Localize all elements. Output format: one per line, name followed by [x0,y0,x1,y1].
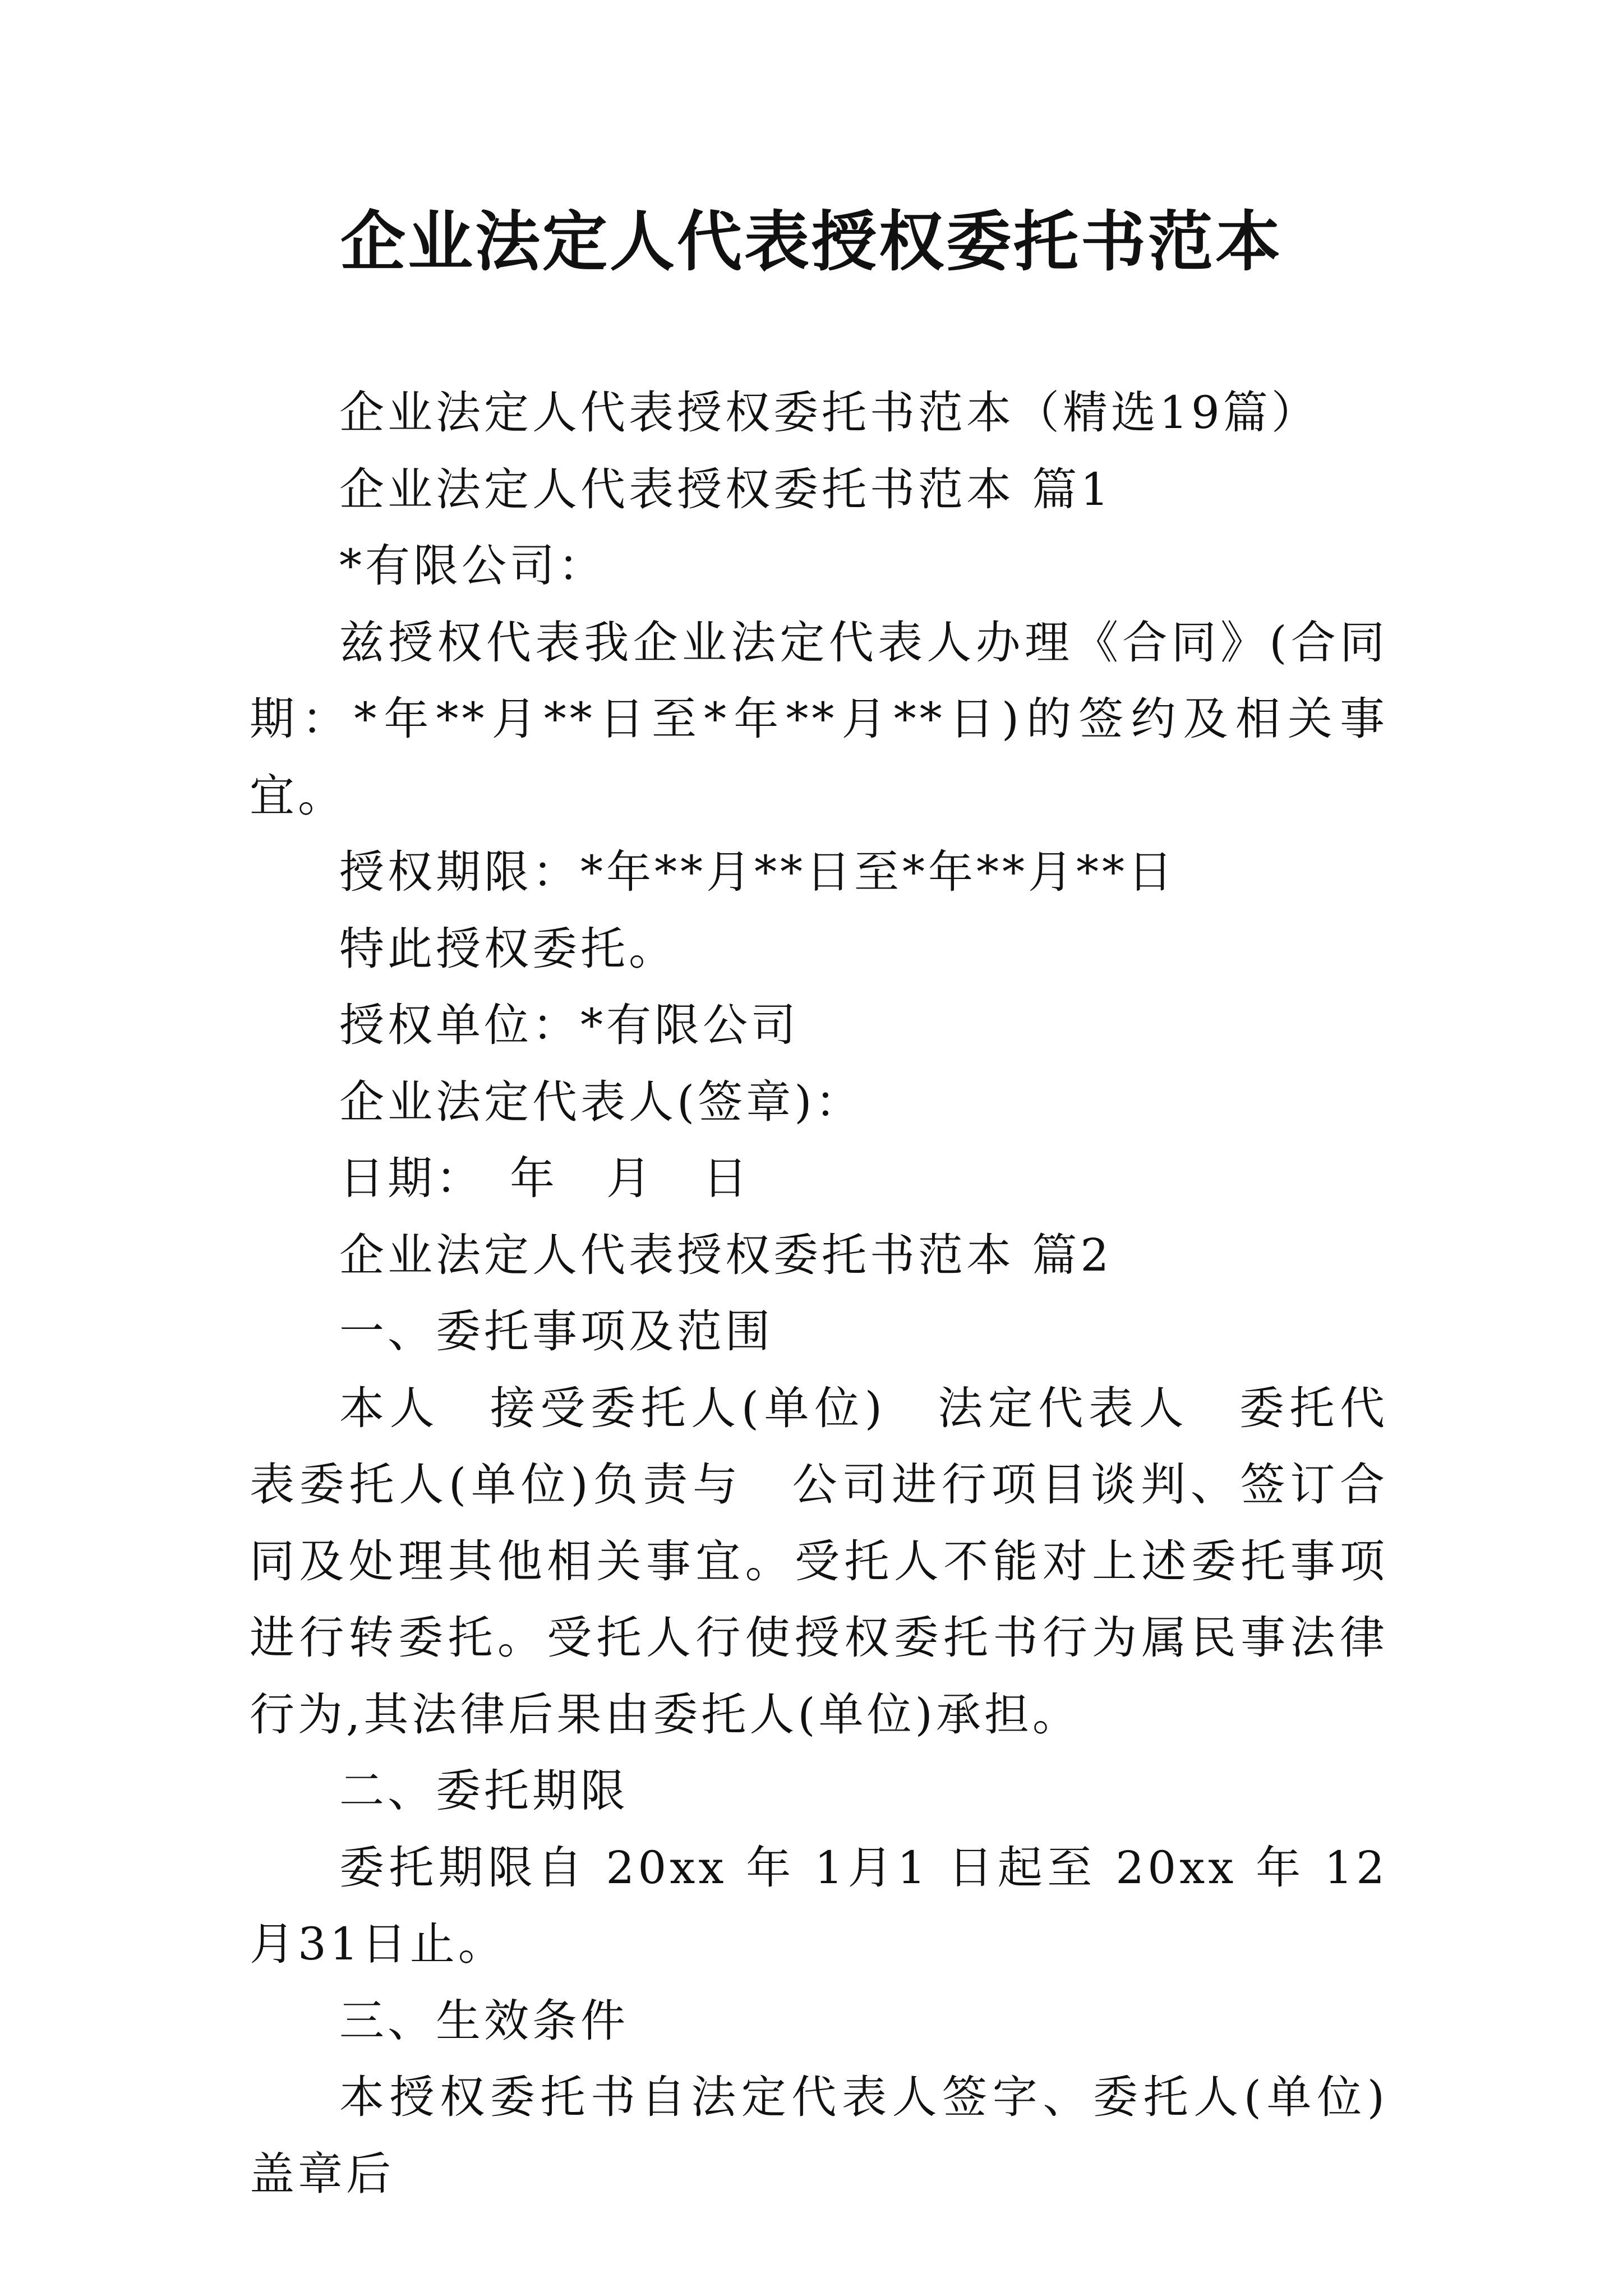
paragraph-scope-text: 本人 接受委托人(单位) 法定代表人 委托代表委托人(单位)负责与 公司进行项目谈判、签订合同及处理其他相关事宜。受托人不能对上述委托事项进行转委托。受托人行使授权委托书行为属民事法律行为,其法律后果由委托人(单位)承担。 [250,1382,1388,1741]
paragraph-date-line: 日期： 年 月 日 [339,1152,751,1204]
paragraph-subtitle: 企业法定人代表授权委托书范本（精选19篇） [339,386,1320,439]
paragraph-authorizing-unit: 授权单位：*有限公司 [339,999,799,1051]
paragraph-addressee: *有限公司： [339,540,606,592]
paragraph-section-heading-1: 企业法定人代表授权委托书范本 篇1 [339,463,1113,516]
paragraph-section-heading-2: 企业法定人代表授权委托书范本 篇2 [339,1228,1113,1281]
paragraph-effect-text: 本授权委托书自法定代表人签字、委托人(单位)盖章后 [250,2071,1388,2200]
paragraph-heading-scope: 一、委托事项及范围 [339,1305,773,1358]
document-title: 企业法定人代表授权委托书范本 [340,204,1283,280]
paragraph-heading-effect: 三、生效条件 [339,1994,629,2047]
paragraph-authorization-text: 兹授权代表我企业法定代表人办理《合同》(合同期：*年**月**日至*年**月**日)的签约及相关事宜。 [250,616,1388,822]
paragraph-heading-term: 二、委托期限 [339,1765,629,1817]
paragraph-term-text: 委托期限自 20xx 年 1月1 日起至 20xx 年 12月31日止。 [250,1841,1388,1970]
document-body [250,375,1388,2212]
paragraph-signature-line: 企业法定代表人(签章)： [339,1075,864,1128]
paragraph-closing: 特此授权委托。 [339,922,677,975]
paragraph-authorization-period: 授权期限：*年**月**日至*年**月**日 [339,846,1176,898]
